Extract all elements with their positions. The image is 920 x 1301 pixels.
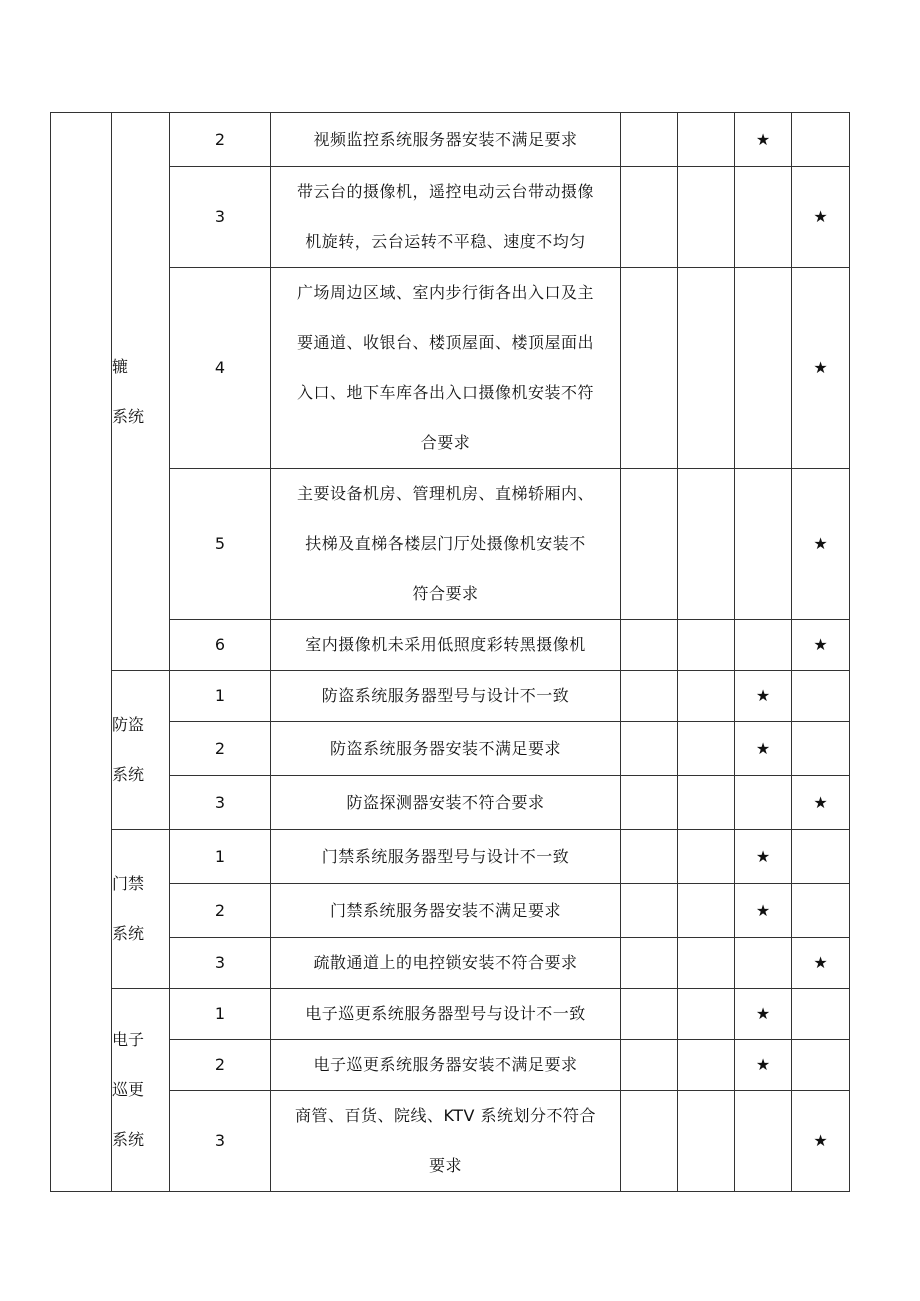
- system-name-cell: [112, 671, 170, 830]
- table-row: [51, 722, 850, 776]
- table-row: [51, 776, 850, 830]
- item-description: [271, 938, 621, 989]
- item-number: 3: [170, 1091, 271, 1192]
- rating-cell: [621, 469, 678, 620]
- rating-cell: [735, 268, 792, 469]
- inspection-table: [50, 112, 850, 1192]
- rating-cell: [621, 776, 678, 830]
- rating-cell: [735, 1040, 792, 1091]
- description-line: 门禁系统服务器安装不满足要求: [329, 900, 561, 920]
- system-name-line: 门禁: [112, 874, 145, 893]
- item-number: 1: [170, 989, 271, 1040]
- description-line: 电子巡更系统服务器型号与设计不一致: [305, 1004, 586, 1023]
- rating-cell: [678, 989, 735, 1040]
- item-description: [271, 167, 621, 268]
- table-row: [51, 620, 850, 671]
- table-row: [51, 469, 850, 620]
- rating-cell: [735, 938, 792, 989]
- rating-cell: [735, 167, 792, 268]
- star-icon: ★: [813, 1131, 828, 1150]
- description-line: 符合要求: [412, 584, 479, 603]
- rating-cell: [792, 830, 850, 884]
- rating-cell: [678, 1091, 735, 1192]
- table-row: [51, 989, 850, 1040]
- description-line: 要通道、收银台、楼顶屋面、楼顶屋面出: [296, 333, 594, 352]
- item-description: [271, 1040, 621, 1091]
- rating-cell: [621, 884, 678, 938]
- rating-cell: [735, 1091, 792, 1192]
- item-description: [271, 268, 621, 469]
- table-row: [51, 1040, 850, 1091]
- blank-left-column: [51, 113, 112, 1192]
- rating-cell: [621, 722, 678, 776]
- system-name-line: 辘: [112, 356, 129, 376]
- item-number: 5: [170, 469, 271, 620]
- star-icon: ★: [755, 1055, 771, 1074]
- item-description: [271, 830, 621, 884]
- rating-cell: [792, 469, 850, 620]
- star-icon: ★: [813, 534, 828, 553]
- table-row: [51, 671, 850, 722]
- system-name-line: 防盗: [112, 715, 145, 734]
- description-line: 防盗系统服务器型号与设计不一致: [321, 686, 570, 705]
- rating-cell: [735, 671, 792, 722]
- rating-cell: [735, 830, 792, 884]
- star-icon: ★: [755, 900, 771, 920]
- system-name-line: 巡更: [112, 1080, 145, 1099]
- rating-cell: [678, 830, 735, 884]
- rating-cell: [678, 722, 735, 776]
- system-name-line: 系统: [112, 406, 145, 426]
- item-number: 2: [170, 113, 271, 167]
- rating-cell: [678, 938, 735, 989]
- star-icon: ★: [813, 207, 828, 226]
- rating-cell: [735, 884, 792, 938]
- description-line: 视频监控系统服务器安装不满足要求: [313, 129, 578, 149]
- rating-cell: [678, 469, 735, 620]
- description-line: 机旋转，云台运转不平稳、速度不均匀: [305, 232, 586, 251]
- item-description: [271, 671, 621, 722]
- system-name-line: 系统: [112, 1130, 145, 1149]
- item-number: 2: [170, 1040, 271, 1091]
- rating-cell: [792, 1040, 850, 1091]
- item-description: [271, 469, 621, 620]
- rating-cell: [621, 1091, 678, 1192]
- system-name-cell: [112, 830, 170, 989]
- rating-cell: [792, 938, 850, 989]
- rating-cell: [735, 776, 792, 830]
- description-line: 疏散通道上的电控锁安装不符合要求: [313, 953, 578, 972]
- system-name-cell: [112, 989, 170, 1192]
- star-icon: ★: [813, 953, 828, 972]
- item-description: [271, 620, 621, 671]
- description-line: 商管、百货、院线、KTV 系统划分不符合: [294, 1106, 597, 1125]
- rating-cell: [621, 989, 678, 1040]
- rating-cell: [678, 671, 735, 722]
- description-line: 电子巡更系统服务器安装不满足要求: [313, 1055, 578, 1074]
- description-line: 扶梯及直梯各楼层门厅处摄像机安装不: [305, 534, 586, 553]
- description-line: 防盗系统服务器安装不满足要求: [329, 738, 561, 758]
- rating-cell: [792, 1091, 850, 1192]
- item-description: [271, 722, 621, 776]
- description-line: 室内摄像机未采用低照度彩转黑摄像机: [305, 635, 586, 654]
- star-icon: ★: [755, 1004, 771, 1023]
- system-name-line: 系统: [112, 924, 145, 943]
- item-number: 3: [170, 167, 271, 268]
- rating-cell: [678, 776, 735, 830]
- description-line: 入口、地下车库各出入口摄像机安装不符: [296, 383, 594, 402]
- rating-cell: [678, 268, 735, 469]
- rating-cell: [621, 830, 678, 884]
- star-icon: ★: [755, 686, 771, 705]
- description-line: 要求: [428, 1156, 462, 1175]
- rating-cell: [621, 671, 678, 722]
- star-icon: ★: [813, 358, 828, 377]
- rating-cell: [678, 167, 735, 268]
- table-row: [51, 938, 850, 989]
- table-row: [51, 268, 850, 469]
- description-line: 主要设备机房、管理机房、直梯轿厢内、: [296, 484, 594, 503]
- rating-cell: [678, 113, 735, 167]
- item-number: 1: [170, 830, 271, 884]
- rating-cell: [735, 620, 792, 671]
- star-icon: ★: [755, 738, 771, 758]
- item-number: 2: [170, 884, 271, 938]
- rating-cell: [735, 113, 792, 167]
- rating-cell: [792, 722, 850, 776]
- table-row: [51, 1091, 850, 1192]
- item-description: [271, 1091, 621, 1192]
- item-number: 1: [170, 671, 271, 722]
- item-number: 2: [170, 722, 271, 776]
- item-number: 3: [170, 938, 271, 989]
- rating-cell: [735, 722, 792, 776]
- star-icon: ★: [813, 792, 828, 812]
- item-number: 4: [170, 268, 271, 469]
- description-line: 防盗探测器安装不符合要求: [346, 792, 545, 812]
- item-description: [271, 884, 621, 938]
- rating-cell: [792, 776, 850, 830]
- rating-cell: [678, 620, 735, 671]
- star-icon: ★: [755, 846, 771, 866]
- table-body: [51, 113, 850, 1192]
- rating-cell: [735, 469, 792, 620]
- system-name-cell: [112, 113, 170, 671]
- description-line: 合要求: [420, 433, 471, 452]
- table-row: [51, 884, 850, 938]
- rating-cell: [792, 268, 850, 469]
- system-name-line: 电子: [112, 1030, 145, 1049]
- rating-cell: [792, 620, 850, 671]
- item-number: 6: [170, 620, 271, 671]
- star-icon: ★: [755, 129, 771, 149]
- system-name-line: 系统: [112, 765, 145, 784]
- description-line: 带云台的摄像机，遥控电动云台带动摄像: [296, 182, 594, 201]
- rating-cell: [621, 167, 678, 268]
- item-description: [271, 113, 621, 167]
- rating-cell: [621, 938, 678, 989]
- rating-cell: [621, 268, 678, 469]
- rating-cell: [621, 620, 678, 671]
- table-row: [51, 113, 850, 167]
- table-row: [51, 830, 850, 884]
- rating-cell: [792, 989, 850, 1040]
- rating-cell: [678, 1040, 735, 1091]
- rating-cell: [792, 671, 850, 722]
- rating-cell: [792, 884, 850, 938]
- item-number: 3: [170, 776, 271, 830]
- rating-cell: [792, 113, 850, 167]
- rating-cell: [621, 113, 678, 167]
- item-description: [271, 989, 621, 1040]
- rating-cell: [792, 167, 850, 268]
- item-description: [271, 776, 621, 830]
- description-line: 门禁系统服务器型号与设计不一致: [321, 846, 570, 866]
- description-line: 广场周边区域、室内步行街各出入口及主: [296, 283, 594, 302]
- star-icon: ★: [813, 635, 828, 654]
- rating-cell: [735, 989, 792, 1040]
- rating-cell: [621, 1040, 678, 1091]
- table-row: [51, 167, 850, 268]
- rating-cell: [678, 884, 735, 938]
